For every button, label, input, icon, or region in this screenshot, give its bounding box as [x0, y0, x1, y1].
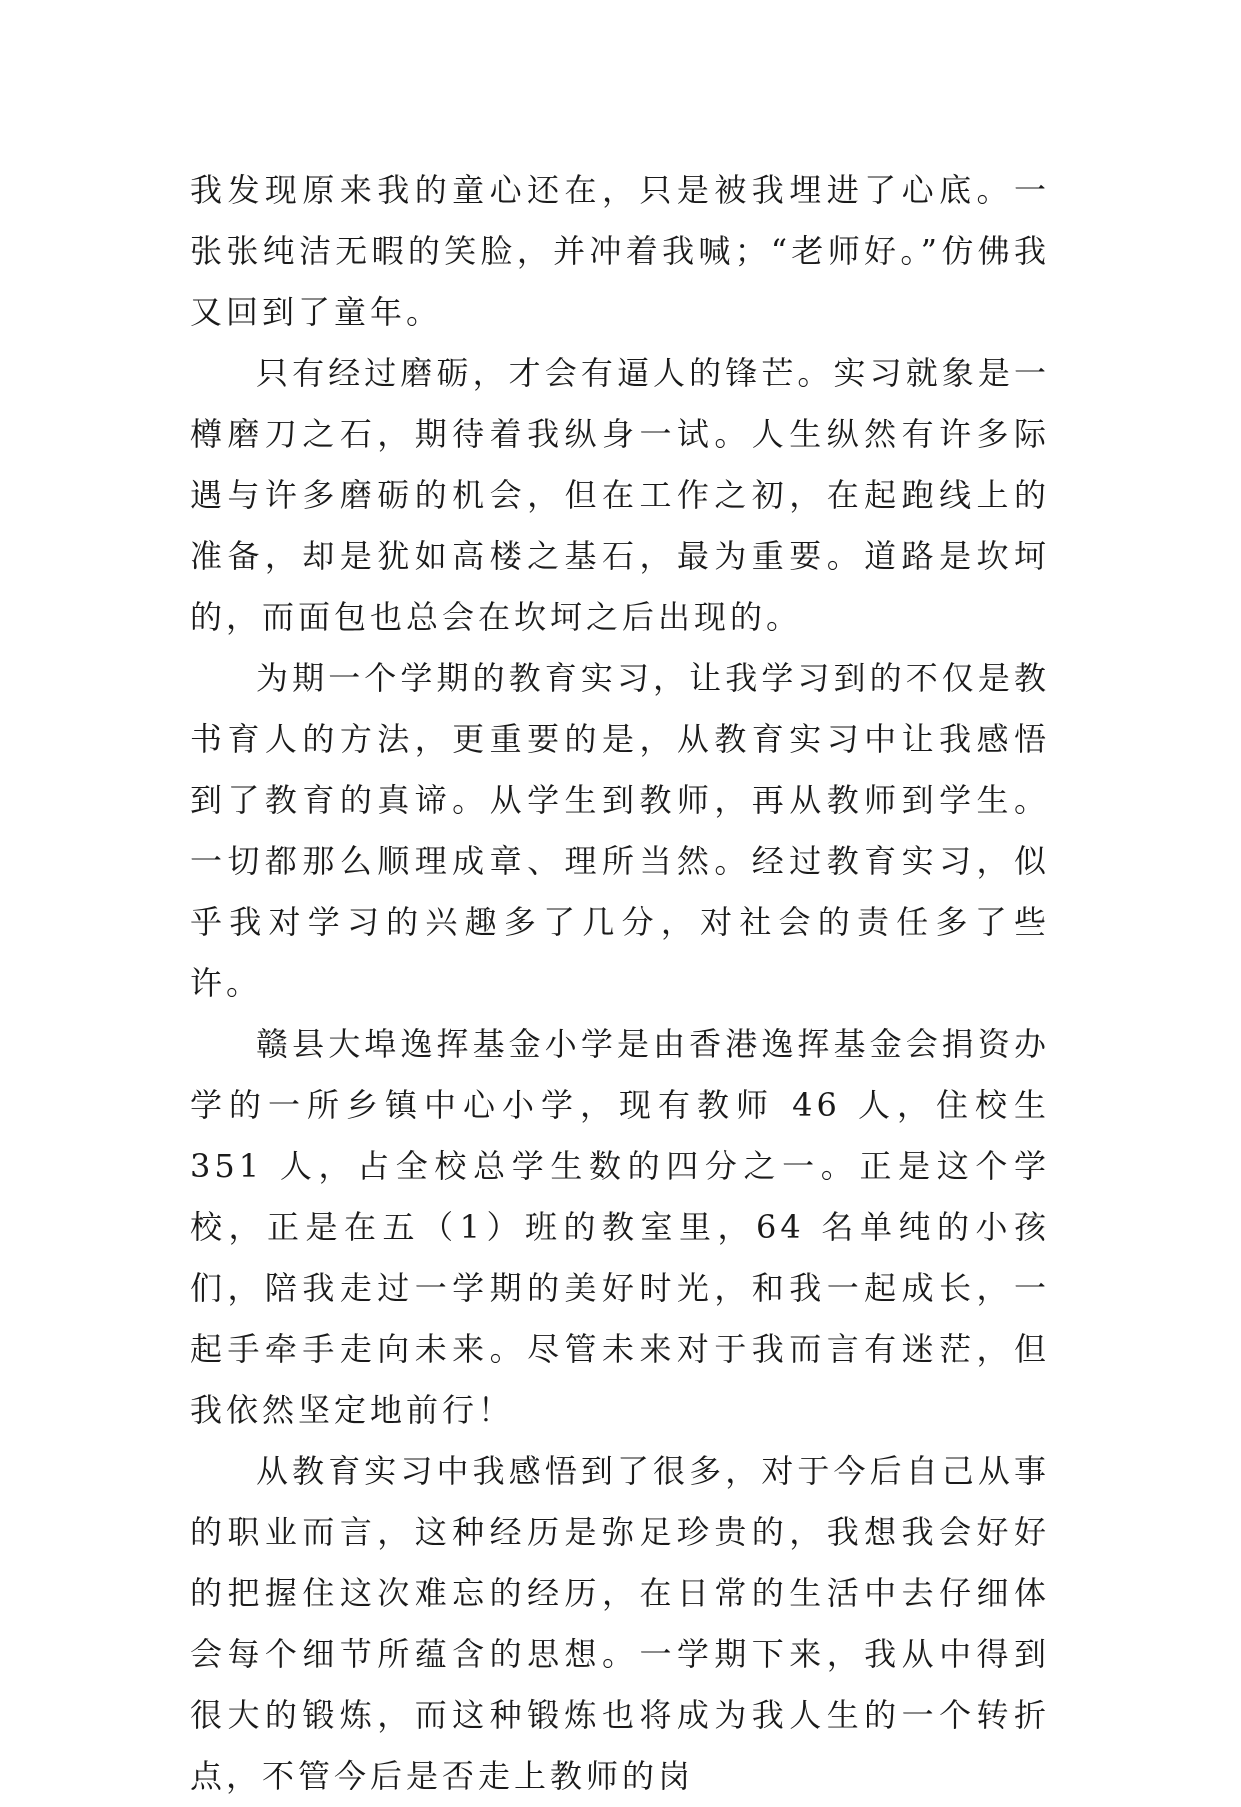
paragraph-3: 为期一个学期的教育实习，让我学习到的不仅是教书育人的方法，更重要的是，从教育实习中让我感悟到了教育的真谛。从学生到教师，再从教师到学生。一切都那么顺理成章、理所当然。经过教育实习，似乎我对学习的兴趣多了几分，对社会的责任多了些许。	[190, 659, 1050, 1002]
paragraph-4: 赣县大埠逸挥基金小学是由香港逸挥基金会捐资办学的一所乡镇中心小学，现有教师 46 人，住校生 351 人，占全校总学生数的四分之一。正是这个学校，正是在五（1）班的教室里，64 名单纯的小孩们，陪我走过一学期的美好时光，和我一起成长，一起手牵手走向未来。尽管未来对于我而言有迷茫，但我依然坚定地前行！	[190, 1025, 1050, 1429]
paragraph-1: 我发现原来我的童心还在，只是被我埋进了心底。一张张纯洁无暇的笑脸，并冲着我喊；“老师好。”仿佛我又回到了童年。	[190, 171, 1050, 331]
document-body	[190, 160, 1050, 1807]
paragraph-2: 只有经过磨砺，才会有逼人的锋芒。实习就象是一樽磨刀之石，期待着我纵身一试。人生纵然有许多际遇与许多磨砺的机会，但在工作之初，在起跑线上的准备，却是犹如高楼之基石，最为重要。道路是坎坷的，而面包也总会在坎坷之后出现的。	[190, 354, 1050, 636]
paragraph-5: 从教育实习中我感悟到了很多，对于今后自己从事的职业而言，这种经历是弥足珍贵的，我想我会好好的把握住这次难忘的经历，在日常的生活中去仔细体会每个细节所蕴含的思想。一学期下来，我从中得到很大的锻炼，而这种锻炼也将成为我人生的一个转折点，不管今后是否走上教师的岗	[190, 1452, 1050, 1795]
